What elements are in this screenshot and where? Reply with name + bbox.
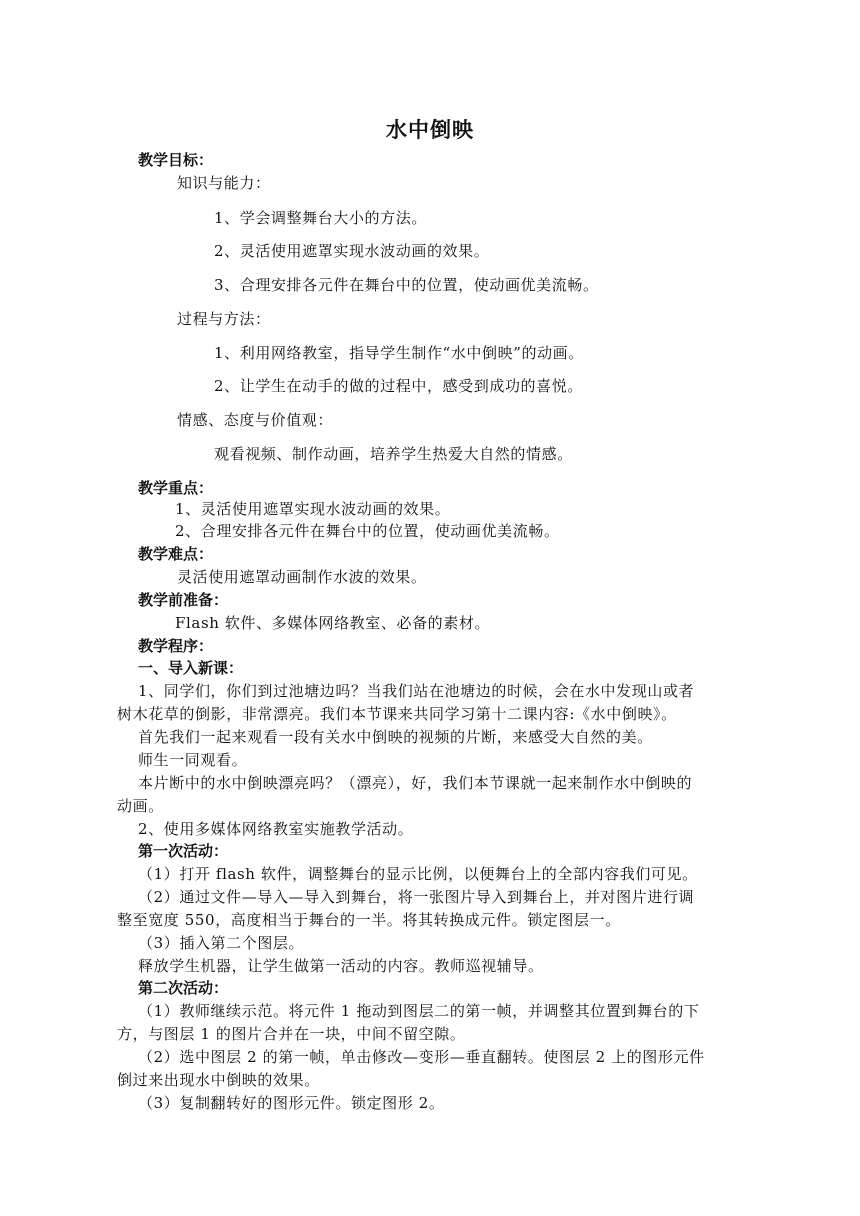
document-title: 水中倒映 (386, 118, 474, 142)
section1-line-4: 师生一同观看。 (138, 751, 248, 769)
activity1-line-1: （1）打开 flash 软件，调整舞台的显示比例，以便舞台上的全部内容我们可见。 (138, 865, 698, 883)
activity2-line-3: （2）选中图层 2 的第一帧，单击修改—变形—垂直翻转。使图层 2 上的图形元件 (138, 1048, 705, 1066)
section1-line-2: 树木花草的倒影，非常漂亮。我们本节课来共同学习第十二课内容:《水中倒映》。 (117, 705, 677, 723)
section1-line-7: 2、使用多媒体网络教室实施教学活动。 (138, 820, 414, 838)
knowledge-label: 知识与能力： (177, 174, 271, 192)
activity2-line-1: （1）教师继续示范。将元件 1 拖动到图层二的第一帧，并调整其位置到舞台的下 (138, 1002, 700, 1020)
activity2-line-2: 方，与图层 1 的图片合并在一块，中间不留空隙。 (117, 1025, 466, 1043)
section1-line-6: 动画。 (117, 797, 164, 815)
knowledge-item-3: 3、合理安排各元件在舞台中的位置，使动画优美流畅。 (214, 276, 599, 294)
emotion-text: 观看视频、制作动画，培养学生热爱大自然的情感。 (214, 445, 573, 463)
section1-line-5: 本片断中的水中倒映漂亮吗？（漂亮），好，我们本节课就一起来制作水中倒映的 (138, 774, 693, 792)
section1-heading: 一、导入新课： (138, 659, 244, 677)
difficulty-heading: 教学难点： (138, 545, 214, 563)
section1-line-3: 首先我们一起来观看一段有关水中倒映的视频的片断，来感受大自然的美。 (138, 728, 653, 746)
keypoint-item-2: 2、合理安排各元件在舞台中的位置，使动画优美流畅。 (175, 522, 560, 540)
activity1-line-5: 释放学生机器，让学生做第一活动的内容。教师巡视辅导。 (138, 957, 544, 975)
activity2-line-5: （3）复制翻转好的图形元件。锁定图形 2。 (138, 1094, 445, 1112)
difficulty-text: 灵活使用遮罩动画制作水波的效果。 (177, 568, 427, 586)
activity2-line-4: 倒过来出现水中倒映的效果。 (117, 1071, 320, 1089)
process-item-1: 1、利用网络教室，指导学生制作“水中倒映”的动画。 (214, 344, 584, 362)
activity2-heading: 第二次活动： (138, 979, 229, 997)
process-label: 过程与方法： (177, 310, 271, 328)
objectives-heading: 教学目标： (138, 151, 214, 169)
keypoint-item-1: 1、灵活使用遮罩实现水波动画的效果。 (175, 500, 451, 518)
preparation-text: Flash 软件、多媒体网络教室、必备的素材。 (175, 614, 491, 632)
knowledge-item-1: 1、学会调整舞台大小的方法。 (214, 209, 427, 227)
procedure-heading: 教学程序： (138, 637, 214, 655)
activity1-line-4: （3）插入第二个图层。 (138, 934, 305, 952)
emotion-label: 情感、态度与价值观： (177, 411, 334, 429)
activity1-line-2: （2）通过文件—导入—导入到舞台，将一张图片导入到舞台上，并对图片进行调 (138, 888, 695, 906)
process-item-2: 2、让学生在动手的做的过程中，感受到成功的喜悦。 (214, 377, 583, 395)
knowledge-item-2: 2、灵活使用遮罩实现水波动画的效果。 (214, 242, 490, 260)
activity1-heading: 第一次活动： (138, 842, 229, 860)
keypoints-heading: 教学重点： (138, 479, 214, 497)
activity1-line-3: 整至宽度 550，高度相当于舞台的一半。将其转换成元件。锁定图层一。 (117, 911, 621, 929)
preparation-heading: 教学前准备： (138, 591, 229, 609)
section1-line-1: 1、同学们，你们到过池塘边吗？当我们站在池塘边的时候，会在水中发现山或者 (138, 682, 695, 700)
